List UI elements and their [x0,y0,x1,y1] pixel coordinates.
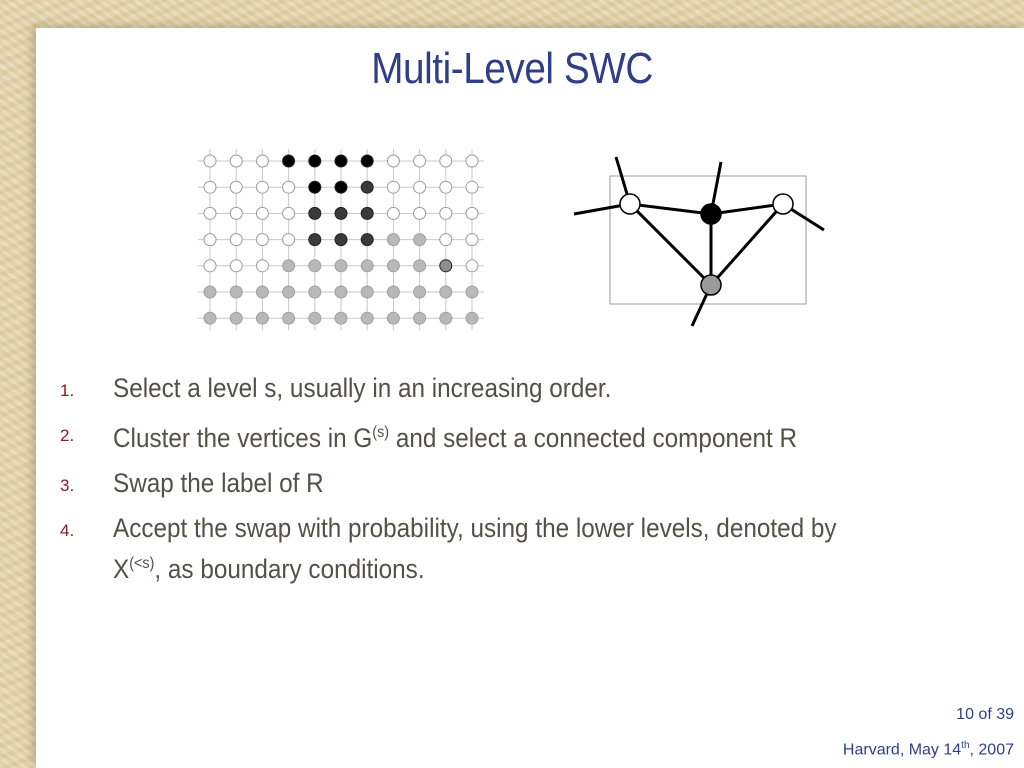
lattice-node-gray [230,312,242,324]
lattice-node-mid [440,260,452,272]
lattice-node-gray [309,286,321,298]
lattice-node-gray [230,286,242,298]
lattice-node-gray [335,312,347,324]
step-text: Accept the swap with probability, using the lower levels, denoted by $X^{(<s)}$, as boundary conditions. [113,513,837,584]
lattice-node-white [466,207,478,219]
lattice-node-white [466,260,478,272]
lattice-node-dark [309,234,321,246]
lattice-node-gray [440,312,452,324]
lattice-node-gray [283,312,295,324]
lattice-node-gray [283,260,295,272]
lattice-node-white [387,181,399,193]
lattice-node-gray [256,286,268,298]
lattice-node-dark [335,234,347,246]
lattice-node-white [440,234,452,246]
lattice-node-white [204,155,216,167]
lattice-node-dark [361,207,373,219]
lattice-node-white [414,207,426,219]
graph-node-black [701,204,721,224]
lattice-node-gray [283,286,295,298]
lattice-node-black [283,155,295,167]
step-number: 3. [60,476,75,495]
lattice-node-black [361,155,373,167]
lattice-node-white [256,260,268,272]
lattice-node-white [256,234,268,246]
lattice-node-white [466,155,478,167]
lattice-node-gray [361,312,373,324]
lattice-node-gray [414,312,426,324]
step-4 [60,510,980,587]
lattice-node-gray [414,260,426,272]
lattice-node-gray [387,286,399,298]
graph-node-white [620,194,640,214]
lattice-node-black [335,181,347,193]
step-text: Swap the label of R [113,468,324,498]
step-number: 1. [60,381,75,400]
lattice-node-gray [204,286,216,298]
step-number: 4. [60,521,75,540]
lattice-node-gray [440,286,452,298]
lattice-node-white [414,155,426,167]
lattice-node-gray [204,312,216,324]
lattice-node-white [414,181,426,193]
lattice-node-gray [414,286,426,298]
step-text: Select a level s, usually in an increasing order. [113,373,612,403]
lattice-node-gray [466,312,478,324]
lattice-node-white [440,207,452,219]
lattice-figure [196,148,488,338]
lattice-node-black [309,181,321,193]
lattice-node-white [256,181,268,193]
graph-node-white [773,194,793,214]
step-1 [60,370,980,406]
graph-edge [630,204,711,285]
graph-node-gray [701,275,721,295]
lattice-node-white [230,207,242,219]
lattice-node-white [204,234,216,246]
lattice-node-gray [361,260,373,272]
lattice-node-white [283,207,295,219]
lattice-node-dark [335,207,347,219]
lattice-node-white [230,181,242,193]
step-text: Cluster the vertices in $G^{(s)}$ and select a connected component R [113,423,798,453]
graph-edge [711,204,783,285]
lattice-node-white [466,181,478,193]
step-number: 2. [60,426,75,445]
lattice-node-black [335,155,347,167]
lattice-node-gray [309,260,321,272]
lattice-node-white [387,155,399,167]
lattice-node-gray [256,312,268,324]
lattice-node-white [204,181,216,193]
lattice-node-white [230,155,242,167]
lattice-node-dark [361,234,373,246]
lattice-node-white [440,155,452,167]
step-2 [60,415,980,456]
lattice-node-white [204,260,216,272]
graph-edge [630,204,711,214]
lattice-node-white [230,260,242,272]
graph-edge [711,204,783,214]
footer-date: Harvard, May 14th, 2007 [842,740,1014,759]
lattice-node-gray [466,286,478,298]
lattice-node-white [204,207,216,219]
page-number: 10 of 39 [956,706,1014,723]
lattice-node-gray [335,286,347,298]
lattice-node-gray [361,286,373,298]
lattice-node-white [230,234,242,246]
lattice-node-gray [387,234,399,246]
lattice-node-dark [309,207,321,219]
cluster-graph-figure [568,150,830,330]
lattice-node-white [256,155,268,167]
lattice-node-gray [387,260,399,272]
lattice-node-white [440,181,452,193]
step-3 [60,465,980,501]
lattice-node-white [283,234,295,246]
lattice-node-gray [387,312,399,324]
lattice-node-gray [414,234,426,246]
lattice-node-white [283,181,295,193]
lattice-node-white [256,207,268,219]
lattice-node-gray [335,260,347,272]
lattice-node-black [309,155,321,167]
lattice-node-white [387,207,399,219]
lattice-node-dark [361,181,373,193]
lattice-node-gray [309,312,321,324]
lattice-node-white [466,234,478,246]
slide-title: Multi-Level SWC [371,44,653,93]
steps-list [60,370,980,596]
